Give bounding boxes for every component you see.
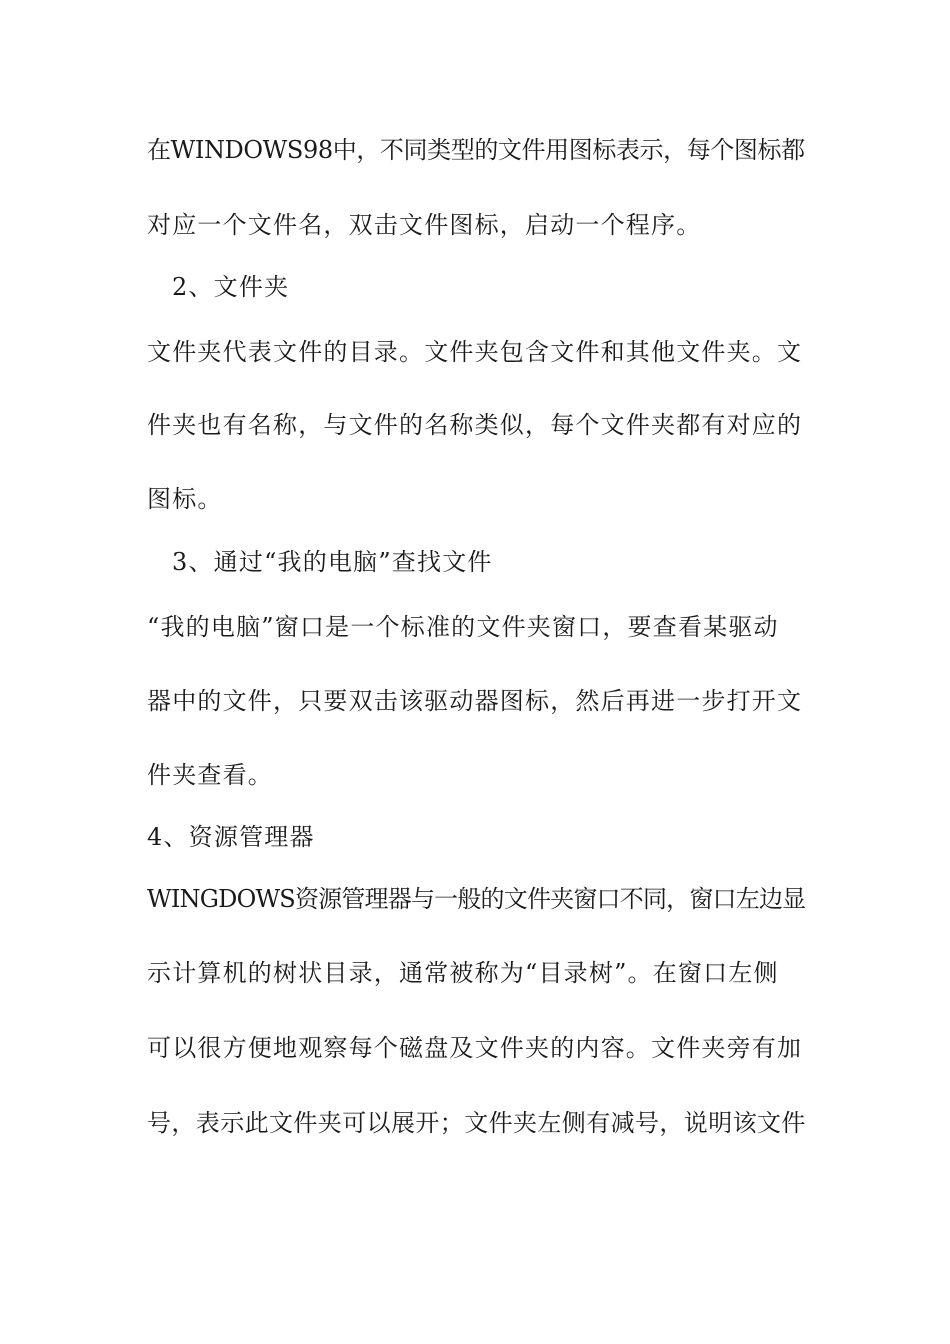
paragraph-line: 在WINDOWS98中，不同类型的文件用图标表示，每个图标都 bbox=[147, 136, 805, 164]
paragraph-line: 件夹也有名称，与文件的名称类似，每个文件夹都有对应的 bbox=[147, 411, 803, 439]
section-heading: 4、资源管理器 bbox=[147, 823, 315, 851]
section-heading: 2、文件夹 bbox=[172, 273, 290, 301]
paragraph-line: 示计算机的树状目录，通常被称为“目录树”。在窗口左侧 bbox=[147, 959, 779, 987]
paragraph-line: 号，表示此文件夹可以展开；文件夹左侧有减号，说明该文件 bbox=[147, 1109, 806, 1137]
paragraph-line: WINGDOWS资源管理器与一般的文件夹窗口不同，窗口左边显 bbox=[147, 885, 806, 913]
paragraph-line: 对应一个文件名，双击文件图标，启动一个程序。 bbox=[147, 211, 702, 239]
paragraph-line: 文件夹代表文件的目录。文件夹包含文件和其他文件夹。文 bbox=[147, 338, 803, 366]
paragraph-line: 可以很方便地观察每个磁盘及文件夹的内容。文件夹旁有加 bbox=[147, 1034, 803, 1062]
section-heading: 3、通过“我的电脑”查找文件 bbox=[172, 548, 493, 576]
paragraph-line: 图标。 bbox=[147, 485, 223, 513]
paragraph-line: “我的电脑”窗口是一个标准的文件夹窗口，要查看某驱动 bbox=[147, 613, 779, 641]
paragraph-line: 件夹查看。 bbox=[147, 761, 273, 789]
paragraph-line: 器中的文件，只要双击该驱动器图标，然后再进一步打开文 bbox=[147, 687, 803, 715]
